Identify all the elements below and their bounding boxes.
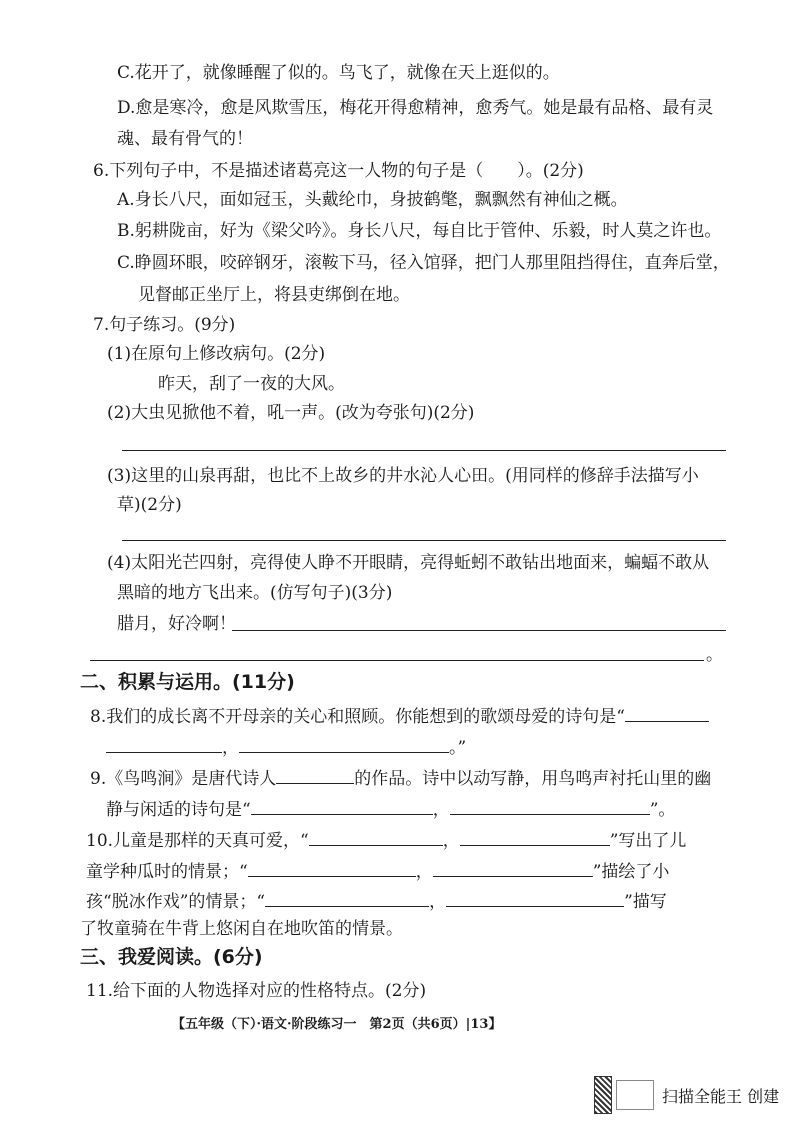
question-9-text-c: 静与闲适的诗句是“ [106,800,251,820]
question-10-text-e: 孩“脱冰作戏”的情景；“ [86,892,266,912]
blank-10f[interactable] [446,888,624,907]
quote-end: ”。 [649,800,676,820]
blank-8b[interactable] [106,734,222,753]
question-9-text-a: 9.《鸟鸣涧》是唐代诗人 [90,769,277,789]
question-10-text-d: ”描绘了小 [592,862,670,882]
answer-line-7-2[interactable] [122,450,726,451]
question-7-3-line2: 草)(2分) [117,495,182,515]
question-6: 6.下列句子中，不是描述诸葛亮这一人物的句子是（ ）。(2分) [93,161,584,181]
option-5d-line1: D.愈是寒冷，愈是风欺雪压，梅花开得愈精神，愈秀气。她是最有品格、最有灵 [117,98,714,118]
page-footer: 【五年级（下）·语文·阶段练习一 第2页（共6页）|13】 [172,1017,502,1032]
option-5d-line2: 魂、最有骨气的！ [117,129,253,149]
qr-code-icon [594,1076,612,1114]
question-10-text-c: 童学种瓜时的情景；“ [86,862,248,882]
comma: ， [415,862,433,882]
question-7-4-line1: (4)太阳光芒四射，亮得使人睁不开眼睛，亮得蚯蚓不敢钻出地面来，蝙蝠不敢从 [107,553,710,573]
section-2-heading: 二、积累与运用。(11分) [80,671,295,693]
question-9-line2 [106,796,675,821]
quote-end: 。” [449,738,467,758]
question-10-line3 [86,888,667,913]
answer-line-7-4a[interactable] [232,630,726,631]
option-6c-line1: C.睁圆环眼，咬碎钢牙，滚鞍下马，径入馆驿，把门人那里阻挡得住，直奔后堂， [117,253,730,273]
watermark-text: 扫描全能王 创建 [662,1086,780,1106]
question-7-4-line2: 黑暗的地方飞出来。(仿写句子)(3分) [117,583,393,603]
question-8-text: 8.我们的成长离不开母亲的关心和照顾。你能想到的歌颂母爱的诗句是“ [90,707,625,727]
blank-10b[interactable] [460,827,610,846]
blank-9-poet[interactable] [276,765,354,784]
answer-line-7-3[interactable] [122,540,726,541]
comma: ， [432,800,450,820]
comma: ， [222,738,239,758]
question-7-1: (1)在原句上修改病句。(2分) [107,344,326,364]
comma: ， [442,831,460,851]
option-6a: A.身长八尺，面如冠玉，头戴纶巾，身披鹤氅，飘飘然有神仙之概。 [117,190,628,210]
blank-9a[interactable] [251,796,433,815]
question-7-2: (2)大虫见掀他不着，吼一声。(改为夸张句)(2分) [107,403,475,423]
question-9-line1 [90,765,711,790]
question-10-text-b: ”写出了儿 [609,831,687,851]
question-10-line4: 了牧童骑在牛背上悠闲自在地吹笛的情景。 [80,919,403,939]
question-10-line2 [86,858,669,883]
question-7-4-prompt: 腊月，好冷啊！ [117,614,236,634]
question-7: 7.句子练习。(9分) [93,315,236,335]
question-8-line1 [90,703,709,728]
blank-10c[interactable] [248,858,416,877]
scanner-logo-icon [616,1080,654,1110]
question-7-1-sentence: 昨天，刮了一夜的大风。 [158,374,345,394]
question-10-text-a: 10.儿童是那样的天真可爱，“ [86,831,309,851]
period-mark: 。 [706,645,723,665]
blank-10d[interactable] [433,858,593,877]
question-10-text-f: ”描写 [624,892,667,912]
question-11: 11.给下面的人物选择对应的性格特点。(2分) [86,981,427,1001]
option-5c: C.花开了，就像睡醒了似的。鸟飞了，就像在天上逛似的。 [117,63,560,83]
blank-10e[interactable] [265,888,429,907]
section-3-heading: 三、我爱阅读。(6分) [80,946,263,968]
question-8-line2 [106,734,466,759]
blank-10a[interactable] [309,827,443,846]
blank-8c[interactable] [239,734,449,753]
scanner-watermark [594,1076,779,1114]
question-10-line1 [86,827,686,852]
blank-9b[interactable] [450,796,650,815]
question-9-text-b: 的作品。诗中以动写静，用鸟鸣声衬托山里的幽 [354,769,712,789]
option-6c-line2: 见督邮正坐厅上，将县吏绑倒在地。 [138,285,410,305]
question-7-3-line1: (3)这里的山泉再甜，也比不上故乡的井水沁人心田。(用同样的修辞手法描写小 [107,466,699,486]
blank-8a[interactable] [625,703,709,722]
option-6b: B.躬耕陇亩，好为《梁父吟》。身长八尺，每自比于管仲、乐毅，时人莫之许也。 [117,221,722,241]
answer-line-7-4b[interactable] [90,660,704,661]
comma: ， [429,892,447,912]
